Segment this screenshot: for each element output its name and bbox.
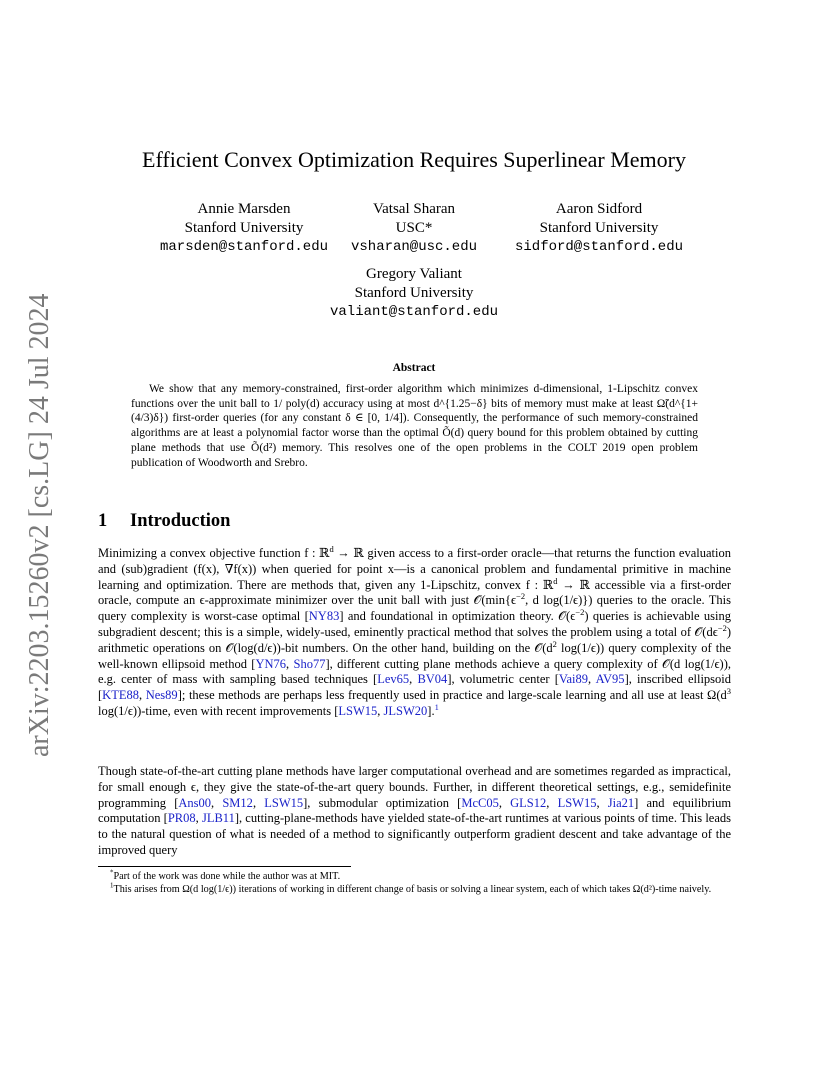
citation-link[interactable]: Vai89	[558, 672, 589, 687]
author-email: vsharan@usc.edu	[350, 239, 478, 255]
abstract-text: We show that any memory-constrained, first-order algorithm which minimizes d-dimensional, 1-Lipschitz convex functions over the unit ball to 1/ poly(d) accuracy using at most d^{1.25−δ} bits of memory must make at least Ω̃(d^{1+(4/3)δ}) first-order queries (for any constant δ ∈ [0, 1/4]). Consequently, the performance of such memory-constrained algorithms are at least a polynomial factor worse than the optimal Õ(d) query bound for this problem obtained by cutting plane methods that use Õ(d²) memory. This resolves one of the open problems in the COLT 2019 open problem publication of Woodworth and Srebro.	[131, 383, 698, 469]
author-affiliation: Stanford University	[184, 220, 304, 236]
section-number: 1	[98, 511, 108, 531]
author-email: sidford@stanford.edu	[514, 239, 684, 255]
citation-link[interactable]: Jia21	[607, 795, 635, 810]
citation-link[interactable]: SM12	[222, 795, 253, 810]
paragraph: Minimizing a convex objective function f : ℝ$^d$ → ℝ given access to a first-order oracle—that returns the function evaluation and (sub)gradient (f(x), ∇f(x)) when queried for point x—is a canonical problem and fundamental primitive in machine learning and optimization. There are methods that, given any 1-Lipschitz, convex f : ℝ$^d$ → ℝ accessible via a first-order oracle, compute an ϵ-approximate minimizer over the unit ball with just $𝒪(\min\{\epsilon^{-2}$, d log(1/ϵ)}) queries to the oracle. This query complexity is worst-case optimal [NY83] and foundational in optimization theory. $𝒪(\epsilon^{-2})$ queries is achievable using subgradient descent; this is a simple, widely-used, eminently practical method that solves the problem using a total of $𝒪(d\epsilon^{-2})$ arithmetic operations on 𝒪(log(d/ϵ))-bit numbers. On the other hand, building on the $𝒪(d^2$ log(1/ϵ)) query complexity of the well-known ellipsoid method [YN76, Sho77], different cutting plane methods achieve a query complexity of 𝒪(d log(1/ϵ)), e.g. center of mass with sampling based techniques [Lev65, BV04], volumetric center [Vai89, AV95], inscribed ellipsoid [KTE88, Nes89]; these methods are perhaps less frequently used in practice and large-scale learning and all use at least $\Omega(d^3$ log(1/ϵ))-time, even with recent improvements [LSW15, JLSW20].$^1$	[98, 543, 732, 718]
citation-link[interactable]: Nes89	[145, 688, 178, 703]
author-name: Vatsal Sharan	[372, 201, 456, 217]
section-title: Introduction	[130, 511, 231, 531]
citation-link[interactable]: McC05	[461, 795, 499, 810]
citation-link[interactable]: NY83	[308, 609, 340, 624]
arxiv-identifier: arXiv:2203.15260v2 [cs.LG] 24 Jul 2024	[24, 293, 55, 757]
footnote: *Part of the work was done while the author was at MIT.	[110, 869, 341, 882]
author-affiliation: USC*	[395, 220, 433, 236]
author-block	[485, 200, 713, 257]
author-email: valiant@stanford.edu	[329, 304, 499, 320]
author-affiliation: Stanford University	[539, 220, 659, 236]
citation-link[interactable]: YN76	[255, 656, 287, 671]
abstract-heading: Abstract	[392, 362, 436, 374]
footnote-rule	[98, 866, 351, 867]
footnote: $^1$This arises from Ω(d log(1/ϵ)) iterations of working in different change of basis or solving a linear system, each of which takes Ω(d²)-time naively.	[110, 882, 712, 895]
citation-link[interactable]: BV04	[417, 672, 448, 687]
section-heading	[98, 511, 230, 532]
paper-title: Efficient Convex Optimization Requires Superlinear Memory	[142, 147, 686, 172]
author-email: marsden@stanford.edu	[159, 239, 329, 255]
citation-link[interactable]: PR08	[167, 811, 196, 826]
citation-link[interactable]: AV95	[595, 672, 625, 687]
citation-link[interactable]: GLS12	[510, 795, 547, 810]
footnote-mark[interactable]: 1	[434, 701, 439, 712]
citation-link[interactable]: Lev65	[377, 672, 410, 687]
author-name: Annie Marsden	[197, 201, 291, 217]
citation-link[interactable]: Ans00	[178, 795, 212, 810]
author-block	[300, 265, 528, 322]
author-affiliation: Stanford University	[354, 285, 474, 301]
citation-link[interactable]: JLSW20	[383, 703, 428, 718]
citation-link[interactable]: LSW15	[264, 795, 304, 810]
citation-link[interactable]: Sho77	[293, 656, 326, 671]
citation-link[interactable]: JLB11	[201, 811, 235, 826]
citation-link[interactable]: KTE88	[102, 688, 139, 703]
author-name: Aaron Sidford	[555, 201, 643, 217]
author-name: Gregory Valiant	[366, 266, 462, 282]
citation-link[interactable]: LSW15	[338, 703, 378, 718]
paragraph: Though state-of-the-art cutting plane methods have larger computational overhead and are sometimes regarded as impractical, for small enough ϵ, they give the state-of-the-art query bounds. Further, in different theoretical settings, e.g., semidefinite programming [Ans00, SM12, LSW15], submodular optimization [McC05, GLS12, LSW15, Jia21] and equilibrium computation [PR08, JLB11], cutting-plane-methods have yielded state-of-the-art runtimes at various points of time. This leads to the natural question of what is needed of a method to significantly outperform gradient descent and take advantage of the improved query	[98, 764, 732, 857]
citation-link[interactable]: LSW15	[557, 795, 597, 810]
